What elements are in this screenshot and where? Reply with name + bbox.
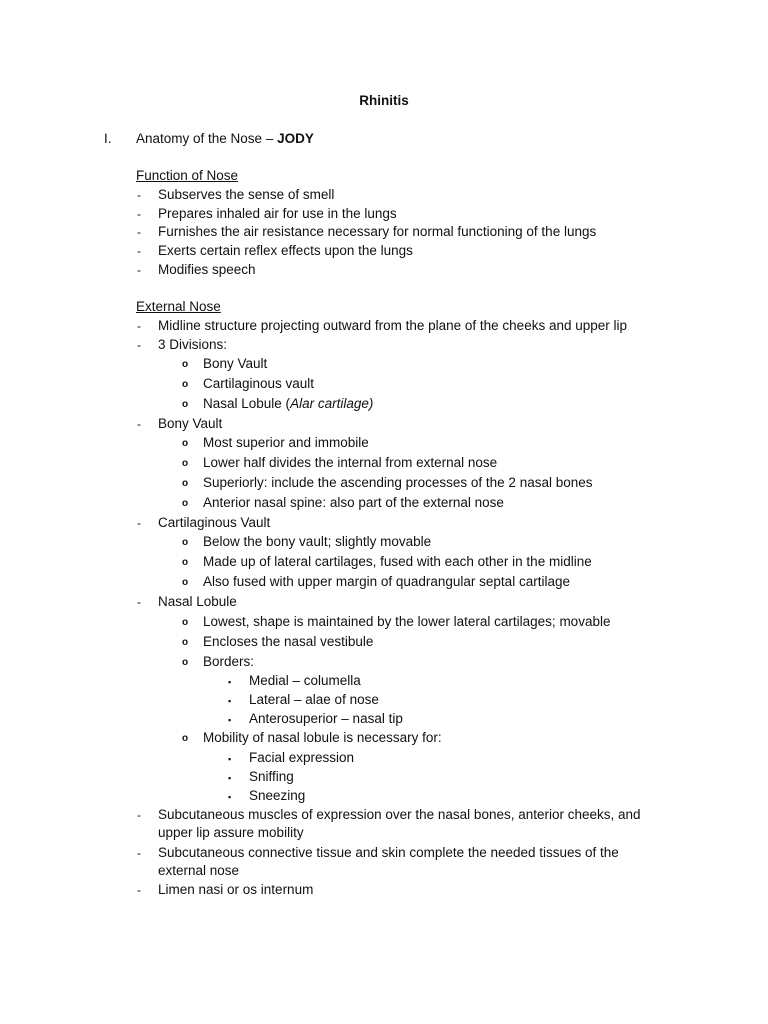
division-item: Cartilaginous vault (203, 376, 315, 391)
nasal-lobule-label: Nasal Lobule (158, 594, 237, 609)
bullet-circle: o (182, 498, 189, 509)
bullet-square: ▪ (228, 754, 232, 764)
border-item: Lateral – alae of nose (249, 692, 379, 707)
external-item: 3 Divisions: (158, 337, 228, 352)
bony-vault-label: Bony Vault (158, 416, 223, 431)
bullet-circle: o (182, 399, 189, 410)
bullet-circle: o (182, 379, 189, 390)
bullet-square: ▪ (228, 696, 232, 706)
function-heading: Function of Nose (136, 168, 239, 183)
external-item: Limen nasi or os internum (158, 882, 314, 897)
external-heading: External Nose (136, 299, 221, 314)
bullet-circle: o (182, 577, 189, 588)
bullet-dash: - (137, 188, 141, 202)
border-item: Medial – columella (249, 673, 361, 688)
bullet-square: ▪ (228, 715, 232, 725)
bullet-circle: o (182, 617, 189, 628)
bullet-circle: o (182, 733, 189, 744)
bullet-dash: - (137, 808, 141, 822)
section-heading (136, 131, 314, 147)
function-item: Prepares inhaled air for use in the lungs (158, 206, 397, 221)
bullet-circle: o (182, 657, 189, 668)
external-item: Midline structure projecting outward from the plane of the cheeks and upper lip (158, 318, 628, 333)
cartilaginous-vault-label: Cartilaginous Vault (158, 515, 271, 530)
border-item: Anterosuperior – nasal tip (249, 711, 403, 726)
external-item-continued: external nose (158, 863, 240, 878)
cartilaginous-vault-item: Below the bony vault; slightly movable (203, 534, 432, 549)
external-item: Subcutaneous muscles of expression over the nasal bones, anterior cheeks, and (158, 807, 641, 822)
bullet-dash: - (137, 883, 141, 897)
nasal-lobule-item: Lowest, shape is maintained by the lower lateral cartilages; movable (203, 614, 611, 629)
bullet-dash: - (137, 319, 141, 333)
bullet-circle: o (182, 537, 189, 548)
bony-vault-item: Most superior and immobile (203, 435, 369, 450)
bullet-square: ▪ (228, 773, 232, 783)
division-item (203, 396, 373, 412)
division-item: Bony Vault (203, 356, 268, 371)
bullet-dash: - (137, 595, 141, 609)
mobility-item: Sneezing (249, 788, 306, 803)
section-numeral: I. (104, 131, 112, 146)
bullet-square: ▪ (228, 792, 232, 802)
bullet-dash: - (137, 263, 141, 277)
bullet-circle: o (182, 359, 189, 370)
external-item-continued: upper lip assure mobility (158, 825, 304, 840)
mobility-label: Mobility of nasal lobule is necessary for: (203, 730, 442, 745)
cartilaginous-vault-item: Made up of lateral cartilages, fused with each other in the midline (203, 554, 592, 569)
bullet-dash: - (137, 846, 141, 860)
mobility-item: Facial expression (249, 750, 355, 765)
function-item: Subserves the sense of smell (158, 187, 335, 202)
bullet-square: ▪ (228, 677, 232, 687)
bullet-dash: - (137, 207, 141, 221)
bullet-circle: o (182, 458, 189, 469)
bullet-dash: - (137, 516, 141, 530)
bullet-circle: o (182, 438, 189, 449)
nasal-lobule-item: Borders: (203, 654, 255, 669)
bony-vault-item: Lower half divides the internal from external nose (203, 455, 498, 470)
function-item: Modifies speech (158, 262, 256, 277)
bullet-dash: - (137, 225, 141, 239)
bullet-circle: o (182, 637, 189, 648)
bullet-circle: o (182, 557, 189, 568)
nasal-lobule-item: Encloses the nasal vestibule (203, 634, 374, 649)
bullet-circle: o (182, 478, 189, 489)
function-item: Exerts certain reflex effects upon the lungs (158, 243, 413, 258)
bullet-dash: - (137, 338, 141, 352)
section-heading-author: JODY (277, 131, 314, 146)
section-heading-text: Anatomy of the Nose – (136, 131, 278, 146)
division-item-italic: Alar cartilage) (290, 396, 374, 411)
document-title: Rhinitis (359, 93, 409, 108)
cartilaginous-vault-item: Also fused with upper margin of quadrangular septal cartilage (203, 574, 570, 589)
division-item-text: Nasal Lobule ( (203, 396, 291, 411)
bullet-dash: - (137, 244, 141, 258)
external-item: Subcutaneous connective tissue and skin complete the needed tissues of the (158, 845, 619, 860)
bony-vault-item: Superiorly: include the ascending processes of the 2 nasal bones (203, 475, 593, 490)
mobility-item: Sniffing (249, 769, 294, 784)
bony-vault-item: Anterior nasal spine: also part of the external nose (203, 495, 504, 510)
bullet-dash: - (137, 417, 141, 431)
function-item: Furnishes the air resistance necessary for normal functioning of the lungs (158, 224, 597, 239)
